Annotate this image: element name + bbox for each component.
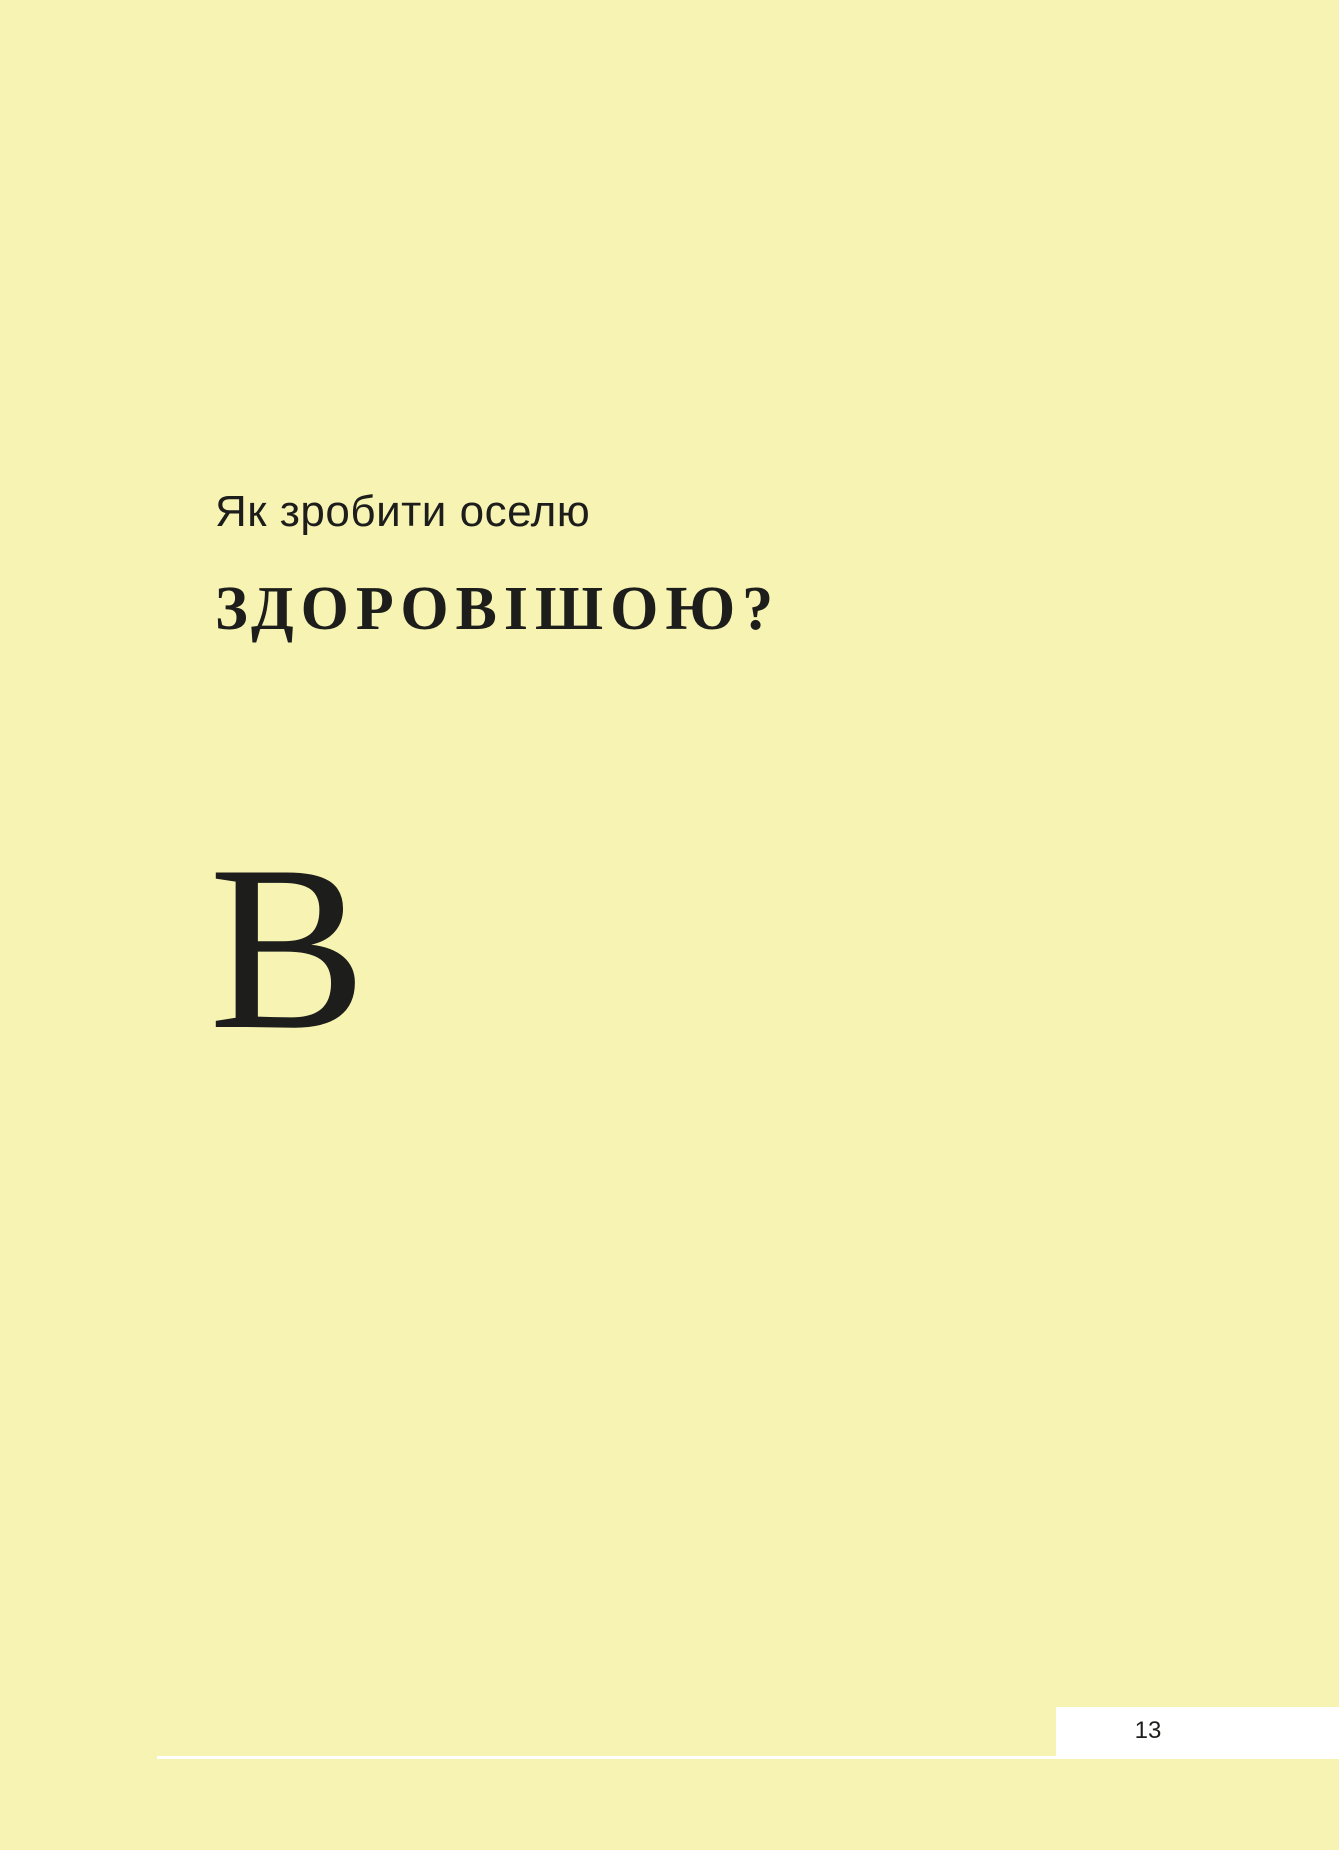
page-number-box [1056, 1707, 1339, 1757]
chapter-title-line-1: Як зробити оселю [215, 487, 591, 536]
article-body [209, 818, 1170, 1079]
chapter-title-line-2: ЗДОРОВІШОЮ? [215, 575, 781, 643]
page-number: 13 [1134, 1717, 1162, 1744]
drop-cap: В [209, 818, 367, 1079]
